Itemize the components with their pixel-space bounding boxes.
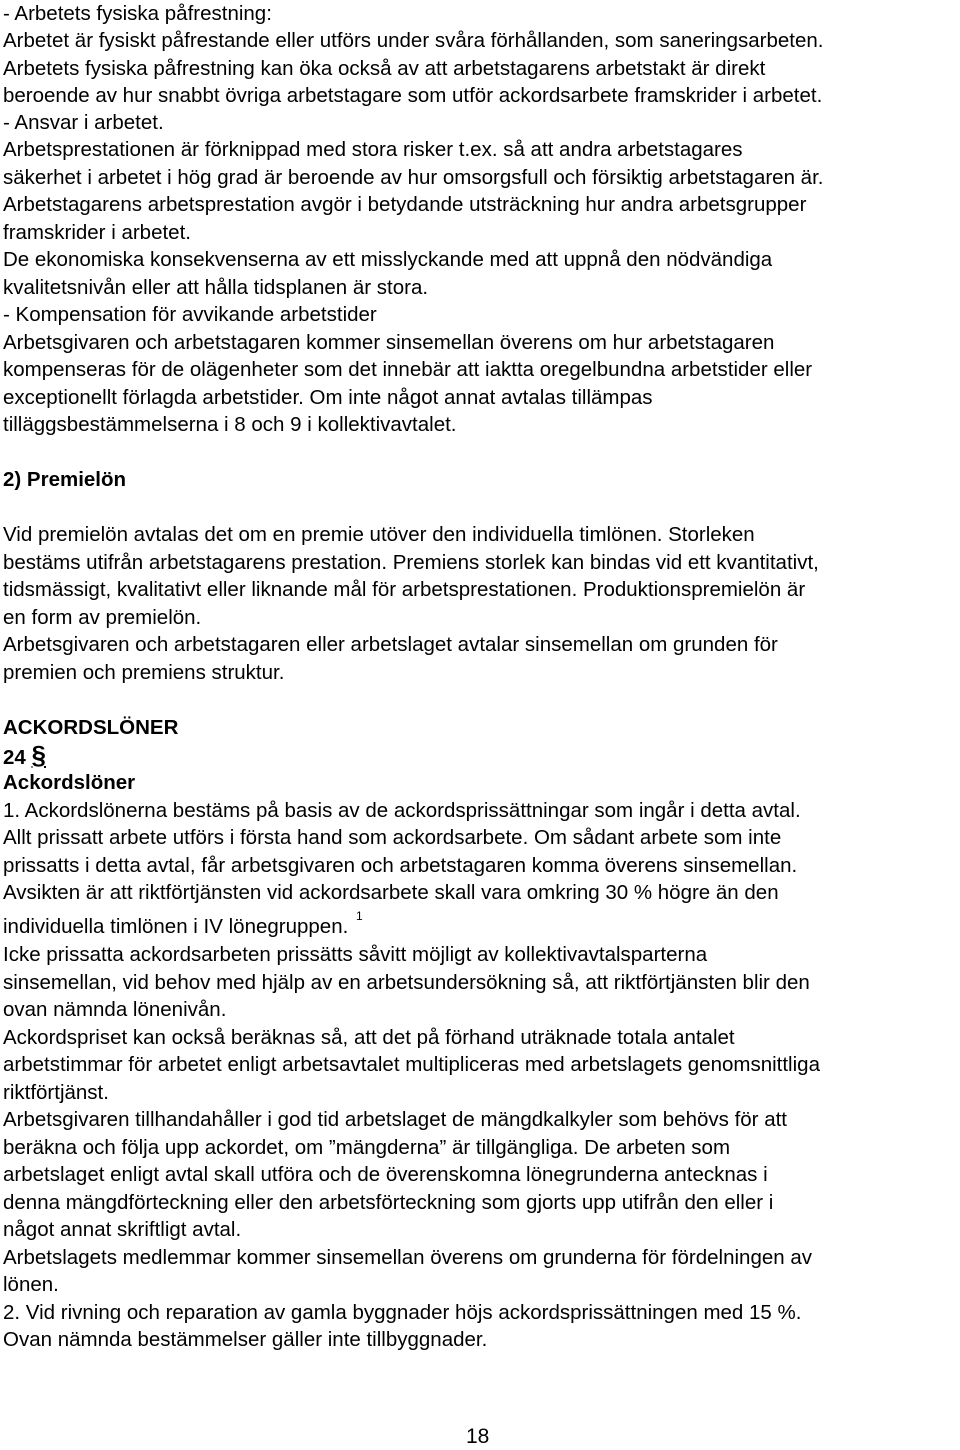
text-line: Arbetsprestationen är förknippad med stora risker t.ex. så att andra arbetstagares <box>3 138 743 161</box>
text-line: ovan nämnda lönenivån. <box>3 998 227 1021</box>
text-line: Allt prissatt arbete utförs i första hand som ackordsarbete. Om sådant arbete som inte <box>3 826 782 849</box>
text-line: kompenseras för de olägenheter som det innebär att iaktta oregelbundna arbetstider eller <box>3 358 813 381</box>
text-line: 2. Vid rivning och reparation av gamla byggnader höjs ackordsprissättningen med 15 %. <box>3 1301 802 1324</box>
text-line: Icke prissatta ackordsarbeten prissätts såvitt möjligt av kollektivavtalsparterna <box>3 943 708 966</box>
text-line: en form av premielön. <box>3 606 202 629</box>
text-line: Vid premielön avtalas det om en premie utöver den individuella timlönen. Storleken <box>3 523 755 546</box>
text-line: denna mängdförteckning eller den arbetsförteckning som gjorts upp utifrån den eller i <box>3 1191 774 1214</box>
text-line: premien och premiens struktur. <box>3 661 285 684</box>
text-line: säkerhet i arbetet i hög grad är beroende av hur omsorgsfull och försiktig arbetstagaren är. <box>3 166 824 189</box>
page-number: 18 <box>466 1425 490 1448</box>
text-line: Arbetsgivaren och arbetstagaren eller arbetslaget avtalar sinsemellan om grunden för <box>3 633 778 656</box>
text-line: Arbetet är fysiskt påfrestande eller utförs under svåra förhållanden, som saneringsarbeten. <box>3 29 824 52</box>
text-line: Ackordspriset kan också beräknas så, att det på förhand uträknade totala antalet <box>3 1026 735 1049</box>
text-line: något annat skriftligt avtal. <box>3 1218 242 1241</box>
section-sign: § <box>31 740 46 770</box>
text-line: Arbetsgivaren och arbetstagaren kommer sinsemellan överens om hur arbetstagaren <box>3 331 775 354</box>
text-line: Arbetstagarens arbetsprestation avgör i betydande utsträckning hur andra arbetsgrupper <box>3 193 807 216</box>
text-line: De ekonomiska konsekvenserna av ett misslyckande med att uppnå den nödvändiga <box>3 248 773 271</box>
text-line: - Kompensation för avvikande arbetstider <box>3 303 377 326</box>
text-line: Arbetslagets medlemmar kommer sinsemellan överens om grunderna för fördelningen av <box>3 1246 812 1269</box>
text-line: bestäms utifrån arbetstagarens prestation. Premiens storlek kan bindas vid ett kvantitativt, <box>3 551 819 574</box>
text-line: tilläggsbestämmelserna i 8 och 9 i kollektivavtalet. <box>3 413 457 436</box>
section-title-ackordsloner: Ackordslöner <box>3 771 136 794</box>
text-line: Ovan nämnda bestämmelser gäller inte tillbyggnader. <box>3 1328 488 1351</box>
text-line: Arbetets fysiska påfrestning kan öka också av att arbetstagarens arbetstakt är direkt <box>3 57 766 80</box>
text-line: - Arbetets fysiska påfrestning: <box>3 2 272 25</box>
section-number <box>3 740 46 770</box>
text-line: framskrider i arbetet. <box>3 221 191 244</box>
section-heading-ackordsloner: ACKORDSLÖNER <box>3 716 179 739</box>
text-line: 1. Ackordslönerna bestäms på basis av de ackordsprissättningar som ingår i detta avtal. <box>3 799 801 822</box>
text-line: - Ansvar i arbetet. <box>3 111 164 134</box>
text-line: Avsikten är att riktförtjänsten vid ackordsarbete skall vara omkring 30 % högre än den <box>3 881 779 904</box>
section-number-text: 24 <box>3 746 26 769</box>
text-line: tidsmässigt, kvalitativt eller liknande mål för arbetsprestationen. Produktionspremielön är <box>3 578 806 601</box>
text-line: lönen. <box>3 1273 59 1296</box>
text-line: arbetslaget enligt avtal skall utföra och de överenskomna lönegrunderna antecknas i <box>3 1163 768 1186</box>
text-line <box>3 909 363 941</box>
text-line: arbetstimmar för arbetet enligt arbetsavtalet multipliceras med arbetslagets genomsnittliga <box>3 1053 820 1076</box>
text-line: prissatts i detta avtal, får arbetsgivaren och arbetstagaren komma överens sinsemellan. <box>3 854 798 877</box>
text-line-content: individuella timlönen i IV lönegruppen. <box>3 915 349 938</box>
text-line: riktförtjänst. <box>3 1081 109 1104</box>
text-line: exceptionellt förlagda arbetstider. Om inte något annat avtalas tillämpas <box>3 386 653 409</box>
text-line: kvalitetsnivån eller att hålla tidsplanen är stora. <box>3 276 429 299</box>
text-line: beräkna och följa upp ackordet, om ”mängderna” är tillgängliga. De arbeten som <box>3 1136 731 1159</box>
text-line: sinsemellan, vid behov med hjälp av en arbetsundersökning så, att riktförtjänsten blir den <box>3 971 810 994</box>
text-line: Arbetsgivaren tillhandahåller i god tid arbetslaget de mängdkalkyler som behövs för att <box>3 1108 787 1131</box>
text-line: beroende av hur snabbt övriga arbetstagare som utför ackordsarbete framskrider i arbetet. <box>3 84 823 107</box>
section-heading-premielon: 2) Premielön <box>3 468 127 491</box>
footnote-marker: 1 <box>356 909 363 923</box>
